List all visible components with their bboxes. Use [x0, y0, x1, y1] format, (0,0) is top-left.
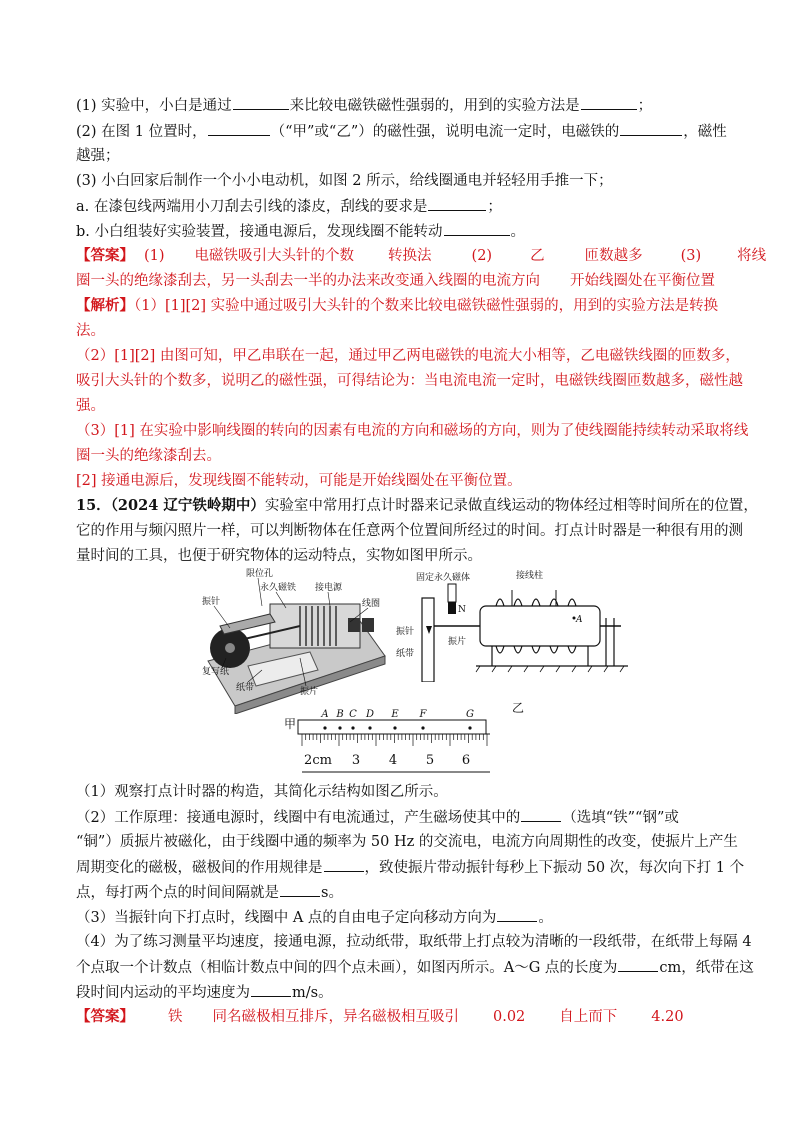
ruler-num-6: 6 — [461, 753, 471, 768]
answer-blank[interactable] — [208, 121, 270, 136]
figure-yi-schematic — [396, 566, 636, 682]
q15-sub4-l2: 个点取一个计数点（相临计数点中间的四个点未画），如图丙所示。A～G 点的长度为 cm，纸带在这 — [76, 957, 754, 978]
q15-answer: 【答案】 铁 同名磁极相互排斥，异名磁极相互吸引 0.02 自上而下 4.20 — [76, 1008, 684, 1025]
q15-sub2-l4: 点，每打两个点的时间间隔就是 s。 — [76, 882, 343, 903]
q15-sub4-l3: 段时间内运动的平均速度为 m/s。 — [76, 982, 333, 1003]
answer-blank[interactable] — [280, 882, 320, 897]
label-zhenzhen-yi: 振针 — [396, 627, 415, 637]
label-zhenpian: 振片 — [300, 687, 319, 697]
label-jiexianzhu: 接线柱 — [516, 571, 544, 581]
q15-sub4: （4）为了练习测量平均速度，接通电源，拉动纸带，取纸带上打点较为清晰的一段纸带，在纸带上每隔 4 — [76, 934, 752, 950]
q14-analysis-l7: 圈一头的绝缘漆刮去。 — [76, 448, 221, 464]
q15-stem-l3: 量时间的工具，也便于研究物体的运动特点，实物如图甲所示。 — [76, 548, 482, 564]
q14-analysis-l4: 吸引大头针的个数多，说明乙的磁性强，可得结论为：当电流电流一定时，电磁铁线圈匝数越多，磁性越 — [76, 373, 743, 389]
label-zhenpian-yi: 振片 — [448, 637, 467, 647]
q14-sub3: (3) 小白回家后制作一个小小电动机，如图 2 所示，给线圈通电并轻轻用手推一下； — [76, 173, 613, 189]
answer-blank[interactable] — [521, 807, 561, 822]
answer-blank[interactable] — [497, 907, 537, 922]
label-zhidai: 纸带 — [236, 683, 255, 693]
q15-stem-l1: 15．（2024 辽宁铁岭期中）实验室中常用打点计时器来记录做直线运动的物体经过相等时间所在的位置， — [76, 497, 758, 514]
answer-blank[interactable] — [324, 857, 364, 872]
ruler-num-2cm: 2cm — [304, 753, 332, 768]
answer-blank[interactable] — [620, 121, 682, 136]
label-n-pole: N — [458, 605, 466, 615]
label-guding-citi: 固定永久磁体 — [416, 573, 471, 583]
q15-sub2: （2）工作原理：接通电源时，线圈中有电流通过，产生磁场使其中的 （选填“铁”“钢”或 — [76, 807, 679, 828]
q14-analysis-l2: 法。 — [76, 323, 105, 339]
point-d: D — [365, 709, 375, 720]
answer-blank[interactable] — [618, 957, 658, 972]
q14-analysis-l8: [2] 接通电源后，发现线圈不能转动，可能是开始线圈处在平衡位置。 — [76, 473, 522, 489]
answer-blank[interactable] — [444, 221, 510, 236]
point-e: E — [391, 709, 399, 720]
figure-jia-timer-photo — [200, 566, 390, 714]
answer-blank[interactable] — [251, 982, 291, 997]
answer-blank[interactable] — [428, 196, 486, 211]
q14-sub2-cont: 越强； — [76, 148, 120, 164]
q15-sub2-l2: “铜”）质振片被磁化，由于线圈中通的频率为 50 Hz 的交流电，电流方向周期性的改变，使振片上产生 — [76, 834, 738, 850]
q14-sub2: (2) 在图 1 位置时， （“甲”或“乙”）的磁性强，说明电流一定时，电磁铁的 ，磁性 — [76, 121, 727, 142]
point-b: B — [336, 709, 344, 720]
q15-sub3: （3）当振针向下打点时，线圈中 A 点的自由电子定向移动方向为 。 — [76, 907, 553, 928]
q15-stem-l2: 它的作用与频闪照片一样，可以判断物体在任意两个位置间所经过的时间。打点计时器是一种很有用的测 — [76, 523, 743, 539]
point-g: G — [466, 709, 474, 720]
answer-blank[interactable] — [581, 95, 637, 110]
caption-yi: 乙 — [512, 701, 525, 715]
answer-blank[interactable] — [233, 95, 289, 110]
q14-sub3b: b. 小白组装好实验装置，接通电源后，发现线圈不能转动 。 — [76, 221, 525, 242]
ruler-num-5: 5 — [425, 753, 435, 768]
q14-analysis: 【解析】（1）[1][2] 实验中通过吸引大头针的个数来比较电磁铁磁性强弱的，用到的实验方法是转换 — [76, 297, 719, 314]
point-c: C — [349, 709, 357, 720]
label-zhenzhen: 振针 — [202, 597, 221, 607]
label-jiedianyuan: 接电源 — [315, 583, 343, 593]
caption-jia: 甲 — [284, 717, 297, 731]
q15-sub2-l3: 周期变化的磁极，磁极间的作用规律是 ，致使振片带动振针每秒上下振动 50 次，每次向下打 1 个 — [76, 857, 744, 878]
q14-analysis-l6: （3）[1] 在实验中影响线圈的转向的因素有电流的方向和磁场的方向，则为了使线圈能持续转动采取将线 — [76, 423, 749, 439]
q14-analysis-l5: 强。 — [76, 398, 105, 414]
q14-answer: 【答案】 (1) 电磁铁吸引大头针的个数 转换法 (2) 乙 匝数越多 (3) 将线 — [76, 247, 767, 264]
label-zhidai-yi: 纸带 — [396, 649, 415, 659]
q14-sub3a: a. 在漆包线两端用小刀刮去引线的漆皮，刮线的要求是 ； — [76, 196, 502, 217]
q14-analysis-l3: （2）[1][2] 由图可知，甲乙串联在一起，通过甲乙两电磁铁的电流大小相等，乙电磁铁线圈的匝数多， — [76, 348, 740, 364]
label-xianweikong: 限位孔 — [246, 569, 274, 579]
point-a: A — [321, 709, 329, 720]
q15-sub1: （1）观察打点计时器的构造，其简化示结构如图乙所示。 — [76, 784, 448, 800]
label-xianquan: 线圈 — [362, 599, 381, 609]
label-fuxiezhi: 复写纸 — [202, 667, 230, 677]
q14-answer-cont: 圈一头的绝缘漆刮去，另一头刮去一半的办法来改变通入线圈的电流方向 开始线圈处在平衡位置 — [76, 273, 715, 289]
ruler-num-3: 3 — [351, 753, 361, 768]
label-yongjiucitie: 永久磁铁 — [260, 583, 297, 593]
q14-sub1: (1) 实验中，小白是通过 来比较电磁铁磁性强弱的，用到的实验方法是 ； — [76, 95, 652, 116]
figure-bing-ruler-tape — [294, 706, 494, 774]
label-point-a: A — [576, 615, 583, 625]
point-f: F — [419, 709, 427, 720]
ruler-num-4: 4 — [388, 753, 398, 768]
